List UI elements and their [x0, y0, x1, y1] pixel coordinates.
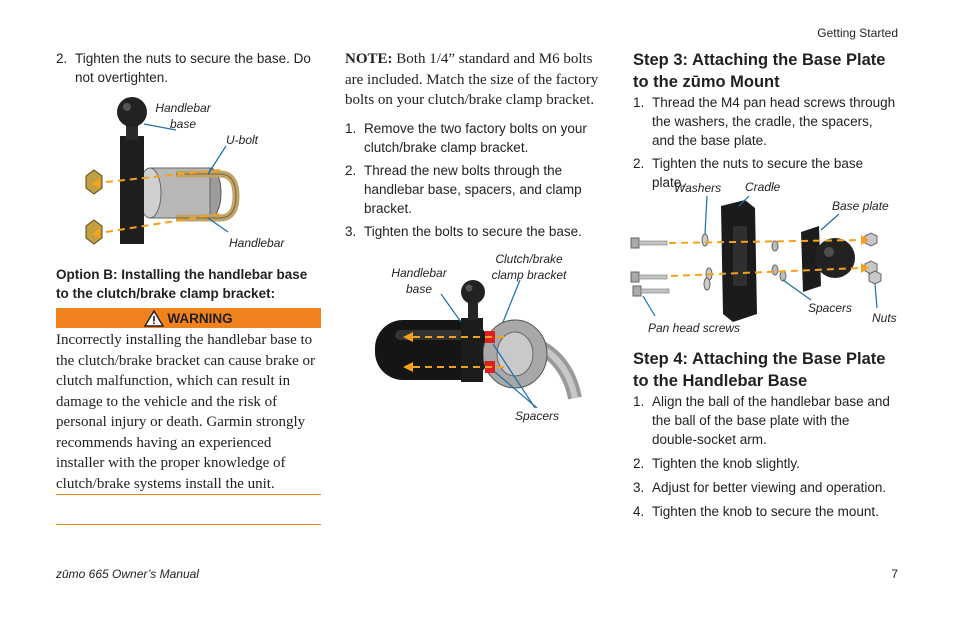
- list-item: 1. Remove the two factory bolts on your clutch/brake clamp bracket.: [345, 121, 587, 155]
- col2-steps-list: [345, 119, 611, 241]
- label-pan-head-screws: Pan head screws: [648, 321, 741, 335]
- step-4-heading: Step 4: Attaching the Base Plate to the Handlebar Base: [633, 350, 886, 390]
- step-3-list: [633, 93, 898, 192]
- page-number: 7: [891, 567, 898, 581]
- list-item: 2. Thread the new bolts through the handlebar base, spacers, and clamp bracket.: [345, 163, 582, 216]
- warning-rule-bottom: [56, 494, 321, 495]
- cradle-baseplate-illustration: [625, 196, 895, 326]
- pan-head-screws: [631, 238, 669, 296]
- warning-text: Incorrectly installing the handlebar base to the clutch/brake bracket can cause brake or clutch malfunction, which can result in damage to the vehicle and the risk of personal injury or death. Garmin strongly recommends having an experienced installer with the proper knowledge of clutch/brake systems install the unit.: [56, 332, 316, 492]
- label-clutch-brake-clamp-bracket: Clutch/brake clamp bracket: [491, 252, 567, 282]
- label-base-plate: Base plate: [832, 199, 889, 213]
- step-4-list: [633, 392, 898, 521]
- label-handlebar-base: Handlebar base: [391, 266, 447, 296]
- label-handlebar: Handlebar: [229, 236, 285, 250]
- label-cradle: Cradle: [745, 180, 781, 194]
- list-item: 1. Align the ball of the handlebar base and the ball of the base plate with the double-socket arm.: [633, 394, 890, 447]
- note-paragraph: [345, 49, 611, 111]
- note-label: NOTE:: [345, 51, 393, 67]
- list-item: 3. Adjust for better viewing and operation.: [633, 480, 887, 495]
- note-text: Both 1/4” standard and M6 bolts are included. Match the size of the factory bolts on your clutch/brake clamp bracket.: [345, 51, 599, 108]
- label-spacers: Spacers: [515, 409, 560, 423]
- warning-label: WARNING: [167, 310, 233, 326]
- list-item: 2. Tighten the nuts to secure the base plate.: [633, 156, 864, 190]
- label-ubolt: U-bolt: [226, 133, 259, 147]
- column-rule: [56, 524, 321, 525]
- warning-triangle-icon: [144, 310, 164, 327]
- list-item: 3. Tighten the bolts to secure the base.: [345, 224, 582, 239]
- footer-manual-title: zūmo 665 Owner’s Manual: [56, 567, 199, 581]
- clutch-brake-bracket-illustration: [365, 278, 585, 408]
- list-item: 2. Tighten the knob slightly.: [633, 456, 800, 471]
- label-spacers: Spacers: [808, 301, 853, 315]
- running-header: Getting Started: [817, 26, 898, 40]
- label-handlebar-base: Handlebar base: [155, 101, 211, 131]
- label-washers: Washers: [674, 181, 722, 195]
- step-2-item: 2. Tighten the nuts to secure the base. Do not overtighten.: [56, 51, 311, 85]
- warning-bar: [56, 308, 321, 328]
- list-item: 4. Tighten the knob to secure the mount.: [633, 504, 879, 519]
- step-3-heading: Step 3: Attaching the Base Plate to the zūmo Mount: [633, 51, 886, 91]
- option-b-heading: Option B: Installing the handlebar base to the clutch/brake clamp bracket:: [56, 267, 308, 301]
- label-nuts: Nuts: [872, 311, 897, 325]
- list-item: 1. Thread the M4 pan head screws through the washers, the cradle, the spacers, and the base plate.: [633, 95, 896, 148]
